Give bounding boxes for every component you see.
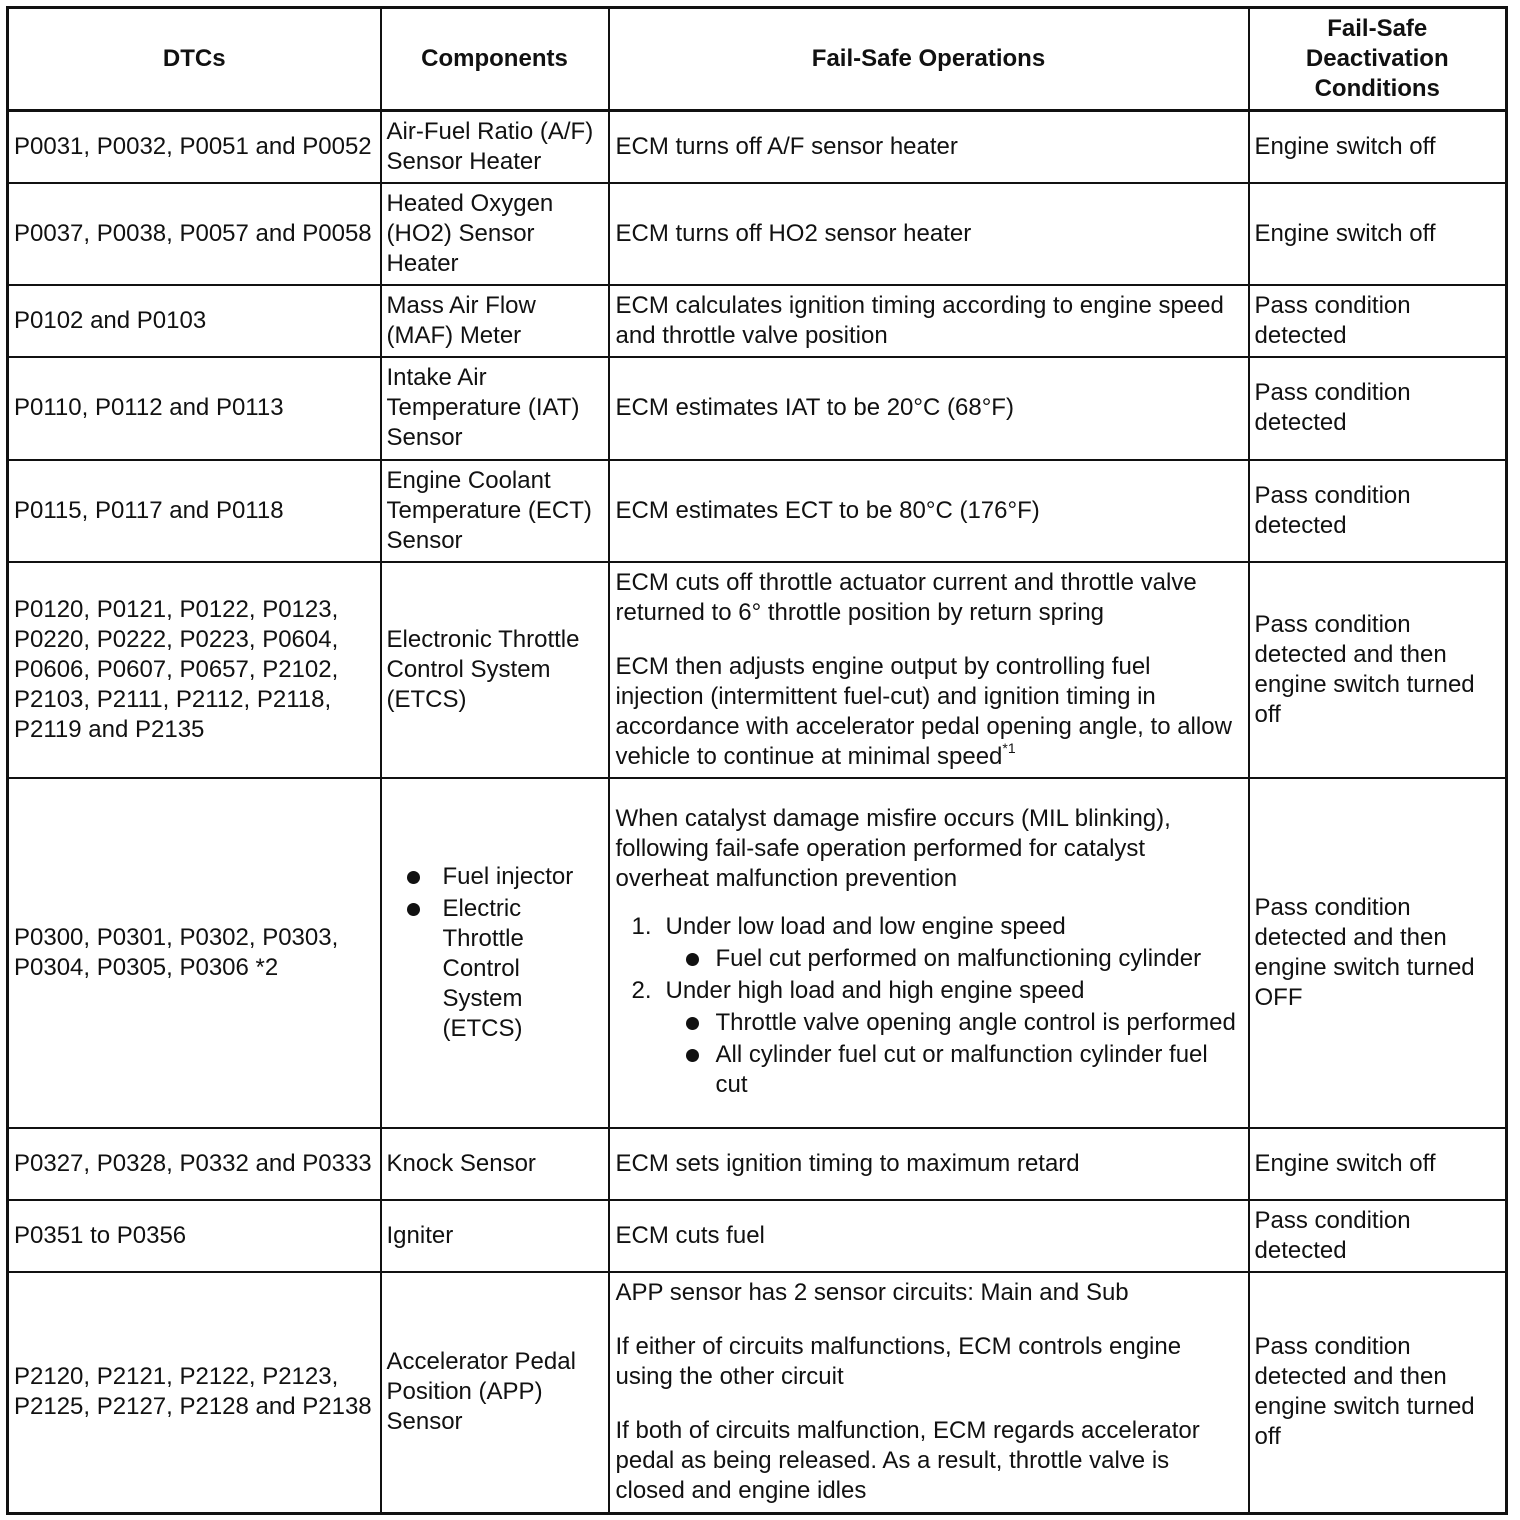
- table-row: [8, 562, 1507, 778]
- operation-cell: ECM cuts fuel: [609, 1200, 1249, 1272]
- table-row: [8, 1272, 1507, 1514]
- operation-cell: ECM sets ignition timing to maximum retard: [609, 1128, 1249, 1200]
- operation-cell: ECM estimates ECT to be 80°C (176°F): [609, 460, 1249, 562]
- component-cell: Air-Fuel Ratio (A/F) Sensor Heater: [381, 111, 609, 183]
- step-number: 2.: [631, 976, 652, 1004]
- step-number: 1.: [631, 912, 652, 940]
- list-item: All cylinder fuel cut or malfunction cylinder fuel cut: [716, 1040, 1243, 1100]
- sub-list: [716, 1008, 1243, 1100]
- deactivation-cell: Pass condition detected: [1249, 460, 1507, 562]
- deactivation-cell: Engine switch off: [1249, 111, 1507, 183]
- component-cell: Heated Oxygen (HO2) Sensor Heater: [381, 183, 609, 285]
- operation-text: ECM then adjusts engine output by controlling fuel injection (intermittent fuel-cut) and ignition timing in accordance with accelerator pedal opening angle, to allow vehicle to continue at minimal speed: [615, 652, 1232, 770]
- deactivation-cell: Engine switch off: [1249, 183, 1507, 285]
- list-item: Fuel cut performed on malfunctioning cylinder: [716, 944, 1243, 974]
- operation-cell: [609, 778, 1249, 1128]
- deactivation-cell: Pass condition detected and then engine switch turned OFF: [1249, 778, 1507, 1128]
- dtc-cell: P0037, P0038, P0057 and P0058: [8, 183, 381, 285]
- component-cell: Mass Air Flow (MAF) Meter: [381, 285, 609, 357]
- step-text: Under high load and high engine speed: [665, 976, 1085, 1004]
- list-item: [616, 976, 1243, 1100]
- dtc-cell: P0300, P0301, P0302, P0303, P0304, P0305, P0306 *2: [8, 778, 381, 1128]
- component-cell: Knock Sensor: [381, 1128, 609, 1200]
- operation-cell: ECM calculates ignition timing according to engine speed and throttle valve position: [609, 285, 1249, 357]
- component-cell: Igniter: [381, 1200, 609, 1272]
- component-cell: Accelerator Pedal Position (APP) Sensor: [381, 1272, 609, 1514]
- list-item: [616, 912, 1243, 974]
- operation-cell: [609, 1272, 1249, 1514]
- header-dtcs: DTCs: [8, 8, 381, 111]
- list-item: Electric Throttle Control System (ETCS): [437, 894, 603, 1044]
- table-row: [8, 111, 1507, 183]
- operation-paragraph: [616, 652, 1243, 772]
- steps-list: [616, 912, 1243, 1100]
- operation-paragraph: APP sensor has 2 sensor circuits: Main and Sub: [615, 1279, 1129, 1307]
- operation-cell: ECM turns off HO2 sensor heater: [609, 183, 1249, 285]
- sub-list: [716, 944, 1243, 974]
- operation-cell: ECM turns off A/F sensor heater: [609, 111, 1249, 183]
- deactivation-cell: Pass condition detected: [1249, 357, 1507, 460]
- list-item: Fuel injector: [437, 862, 603, 892]
- dtc-cell: P0115, P0117 and P0118: [8, 460, 381, 562]
- dtc-cell: P0031, P0032, P0051 and P0052: [8, 111, 381, 183]
- operation-cell: [609, 562, 1249, 778]
- operation-cell: ECM estimates IAT to be 20°C (68°F): [609, 357, 1249, 460]
- header-operations: Fail-Safe Operations: [609, 8, 1249, 111]
- table-row: [8, 1200, 1507, 1272]
- deactivation-cell: Pass condition detected: [1249, 285, 1507, 357]
- operation-paragraph: If both of circuits malfunction, ECM regards accelerator pedal as being released. As a result, throttle valve is closed and engine idles: [615, 1417, 1200, 1505]
- dtc-cell: P0110, P0112 and P0113: [8, 357, 381, 460]
- header-row: [8, 8, 1507, 111]
- dtc-cell: P0102 and P0103: [8, 285, 381, 357]
- header-components: Components: [381, 8, 609, 111]
- table-row: [8, 357, 1507, 460]
- step-text: Under low load and low engine speed: [665, 912, 1066, 940]
- list-item: Throttle valve opening angle control is performed: [716, 1008, 1243, 1038]
- component-cell: [381, 778, 609, 1128]
- operation-paragraph: If either of circuits malfunctions, ECM controls engine using the other circuit: [615, 1333, 1182, 1391]
- operation-paragraph: When catalyst damage misfire occurs (MIL blinking), following fail-safe operation performed for catalyst overheat malfunction prevention: [615, 804, 1171, 892]
- component-cell: Engine Coolant Temperature (ECT) Sensor: [381, 460, 609, 562]
- footnote-marker: *1: [1002, 739, 1016, 756]
- dtc-cell: P0327, P0328, P0332 and P0333: [8, 1128, 381, 1200]
- dtc-cell: P0120, P0121, P0122, P0123, P0220, P0222, P0223, P0604, P0606, P0607, P0657, P2102, P2103, P2111, P2112, P2118, P2119 and P2135: [8, 562, 381, 778]
- deactivation-cell: Pass condition detected: [1249, 1200, 1507, 1272]
- component-list: [437, 862, 603, 1044]
- deactivation-cell: Engine switch off: [1249, 1128, 1507, 1200]
- deactivation-cell: Pass condition detected and then engine switch turned off: [1249, 562, 1507, 778]
- table-row: [8, 460, 1507, 562]
- header-deactivation: Fail-Safe Deactivation Conditions: [1249, 8, 1507, 111]
- operation-paragraph: ECM cuts off throttle actuator current and throttle valve returned to 6° throttle position by return spring: [615, 568, 1197, 626]
- dtc-cell: P2120, P2121, P2122, P2123, P2125, P2127, P2128 and P2138: [8, 1272, 381, 1514]
- component-cell: Intake Air Temperature (IAT) Sensor: [381, 357, 609, 460]
- component-cell: Electronic Throttle Control System (ETCS): [381, 562, 609, 778]
- deactivation-cell: Pass condition detected and then engine switch turned off: [1249, 1272, 1507, 1514]
- failsafe-table: [6, 6, 1508, 1515]
- dtc-cell: P0351 to P0356: [8, 1200, 381, 1272]
- table-row: [8, 778, 1507, 1128]
- table-row: [8, 1128, 1507, 1200]
- table-row: [8, 285, 1507, 357]
- table-row: [8, 183, 1507, 285]
